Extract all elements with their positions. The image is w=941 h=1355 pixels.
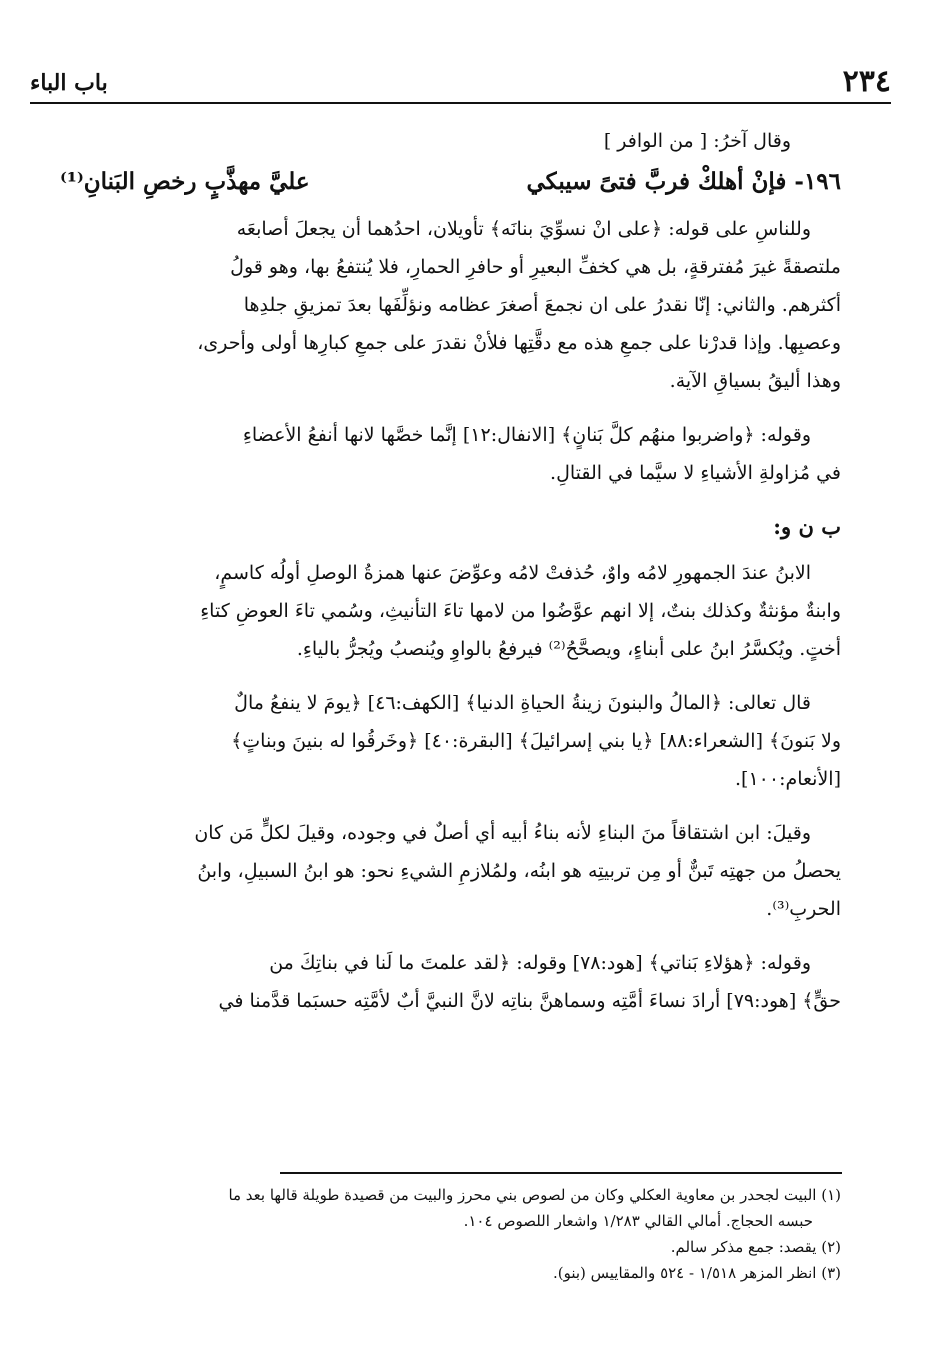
text-line: وعصبِها. وإذا قدرْنا على جمعِ هذه مع دقَّتِها فلأنْ نقدرَ على جمعِ كبارِها أولى وأحرى، xyxy=(197,332,841,354)
footnote-3: (٣) انظر المزهر ١/٥١٨ - ٥٢٤ والمقاييس (بنو). xyxy=(552,1264,841,1282)
text-line: الحربِ⁽³⁾. xyxy=(766,898,841,920)
poetry-verse xyxy=(60,160,841,204)
text-line: وقوله: ﴿هؤلاءِ بَناتي﴾ [هود:٧٨] وقوله: ﴿لقد علمتَ ما لَنا في بناتِكَ من xyxy=(269,952,811,974)
page-number: ٢٣٤ xyxy=(842,64,891,99)
paragraph xyxy=(60,554,841,668)
text-line: وقيلَ: ابن اشتقاقاً منَ البناءِ لأنه بناءُ أبيه أي أصلٌ في وجوده، وقيلَ لكلٍّ مَن كان xyxy=(194,822,811,844)
verse-first-hemistich: ١٩٦- فإنْ أهلكْ فربَّ فتىً سيبكي xyxy=(526,168,841,195)
footnote-2: (٢) يقصد: جمع مذكر سالم. xyxy=(670,1238,841,1256)
text-line: وقوله: ﴿واضربوا منهُم كلَّ بَنانٍ﴾ [الانفال:١٢] إنَّما خصَّها لانها أنفعُ الأعضاءِ xyxy=(242,424,811,446)
text-line: أكثرهم. والثاني: إنّا نقدرُ على ان نجمعَ أصغرَ عظامه ونؤلِّفَها بعدَ تمزيقِ جلدِها xyxy=(243,294,841,316)
text-line: أختٍ. ويُكسَّرُ ابنُ على أبناءٍ، ويصحَّحُ⁽²⁾ فيرفعُ بالواوِ ويُنصبُ ويُجرُّ بالياءِ. xyxy=(296,638,841,660)
text-line: وللناسِ على قوله: ﴿على انْ نسوِّيَ بنانَه﴾ تأويلان، احدُهما أن يجعلَ أصابعَه xyxy=(236,218,811,240)
footnote-1: (١) البيت لجحدر بن معاوية العكلي وكان من لصوص بني محرز والبيت من قصيدة طويلة قالها بعد ما xyxy=(228,1186,841,1204)
text-line: ولا بَنونَ﴾ [الشعراء:٨٨] ﴿يا بني إسرائيلَ﴾ [البقرة:٤٠] ﴿وخَرقُوا له بنينَ وبناتٍ﴾ xyxy=(231,730,841,752)
footnote-divider xyxy=(280,1172,842,1174)
paragraph xyxy=(60,684,841,798)
paragraph xyxy=(60,814,841,928)
page-header xyxy=(30,62,891,104)
paragraph xyxy=(60,944,841,1020)
text-line: الابنُ عندَ الجمهورِ لامُه واوٌ، حُذفتْ لامُه وعوِّضَ عنها همزةُ الوصلِ أولُه كاسمٍ، xyxy=(214,562,811,584)
footnotes xyxy=(70,1182,841,1286)
verse-second-hemistich: عليَّ مهذَّبٍ رخصِ البَنانِ⁽¹⁾ xyxy=(60,168,310,195)
footnote-1-continuation: حبسه الحجاج. أمالي القالي ١/٢٨٣ واشعار اللصوص ١٠٤. xyxy=(463,1212,813,1230)
text-line: وابنةٌ مؤنثةٌ وكذلك بنتٌ، إلا انهم عوَّضُوا من لامها تاءَ التأنيثِ، وسُمي تاءَ العوضِ كتاءِ xyxy=(200,600,841,622)
text-line: قال تعالى: ﴿المالُ والبنونَ زينةُ الحياةِ الدنيا﴾ [الكهف:٤٦] ﴿يومَ لا ينفعُ مالٌ xyxy=(234,692,811,714)
text-line: في مُزاولةِ الأشياءِ لا سيَّما في القتالِ. xyxy=(550,462,841,484)
chapter-title: باب الباء xyxy=(30,70,108,96)
text-line: [الأنعام:١٠٠]. xyxy=(734,768,841,790)
text-line: ملتصقةً غيرَ مُفترقةٍ، بل هي كخفِّ البعيرِ أو حافرِ الحمارِ، فلا يُنتفعُ بها، وهو قولُ xyxy=(230,256,841,278)
paragraph xyxy=(60,416,841,492)
text-line: حقٍّ﴾ [هود:٧٩] أرادَ نساءَ أمَّتِه وسماهنَّ بناتِه لانَّ النبيَّ أبٌ لأمَّتِه حسبَما قدَّمنا في xyxy=(218,990,841,1012)
section-heading: ب ن و: xyxy=(773,514,841,539)
text-line: يحصلُ من جهتِه تَبنٌّ أو مِن تربيتِه هو ابنُه، ولمُلازمِ الشيءِ نحو: هو ابنُ السبيلِ، وابنُ xyxy=(197,860,841,882)
paragraph xyxy=(60,210,841,400)
meter-line: وقال آخرُ: [ من الوافر ] xyxy=(603,130,791,152)
main-text xyxy=(60,122,841,1036)
text-line: وهذا أليقُ بسياقِ الآية. xyxy=(669,370,841,392)
